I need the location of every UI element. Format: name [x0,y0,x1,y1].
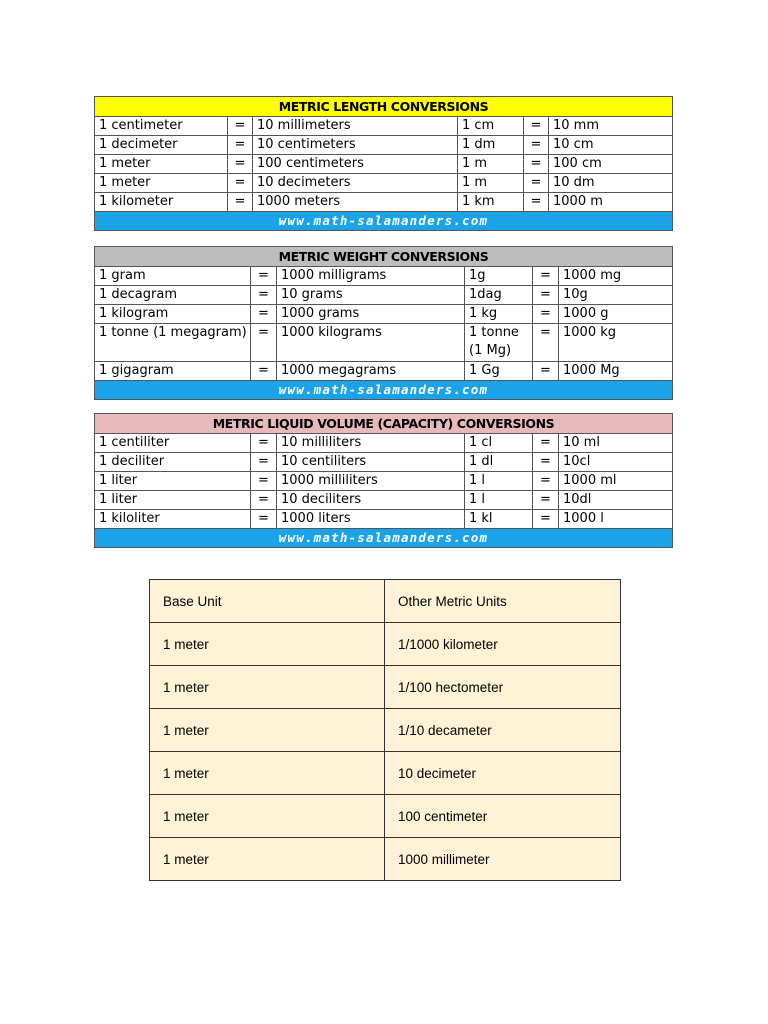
table-row [95,453,673,472]
table-row [95,324,673,362]
cell: 1 meter [150,752,385,795]
cell: 1 meter [150,623,385,666]
length-table-title: METRIC LENGTH CONVERSIONS [95,97,673,117]
table-row [95,117,673,136]
cell: 1000 grams [277,305,465,324]
cell: 1 l [465,491,533,510]
cell: 10 mm [549,117,673,136]
equals-cell: = [524,136,549,155]
equals-cell: = [228,174,253,193]
cell: 10 milliliters [277,434,465,453]
cell: 1 meter [150,709,385,752]
cell: 1/1000 kilometer [385,623,621,666]
cell: 1000 m [549,193,673,212]
cell: 1 meter [95,174,228,193]
table-row [95,434,673,453]
cell: 10 grams [277,286,465,305]
equals-cell: = [251,491,277,510]
cell: 1000 ml [559,472,673,491]
metric-liquid-volume-table [94,413,673,548]
table-row [150,795,621,838]
equals-cell: = [524,174,549,193]
table-header-row [150,580,621,623]
cell: 1 dm [458,136,524,155]
cell: 10 cm [549,136,673,155]
cell: 1000 millimeter [385,838,621,881]
cell: 1 Gg [465,362,533,381]
cell: 10 centiliters [277,453,465,472]
table-row [95,305,673,324]
cell: 1 meter [150,795,385,838]
cell: 10 deciliters [277,491,465,510]
cell: 1 meter [150,838,385,881]
cell: 100 centimeter [385,795,621,838]
cell: 1 gigagram [95,362,251,381]
cell: 1000 meters [253,193,458,212]
cell: 1 centiliter [95,434,251,453]
cell: 1 meter [150,666,385,709]
table-row [95,362,673,381]
equals-cell: = [533,324,559,362]
equals-cell: = [533,362,559,381]
column-header: Other Metric Units [385,580,621,623]
table-row [95,136,673,155]
cell: 10dl [559,491,673,510]
cell: 1 liter [95,491,251,510]
equals-cell: = [533,434,559,453]
cell: 10 ml [559,434,673,453]
cell: 10g [559,286,673,305]
cell: 1000 liters [277,510,465,529]
cell: 1000 milligrams [277,267,465,286]
equals-cell: = [251,286,277,305]
equals-cell: = [533,453,559,472]
cell: 1 meter [95,155,228,174]
equals-cell: = [524,155,549,174]
cell: 10cl [559,453,673,472]
table-row [95,174,673,193]
cell: 1dag [465,286,533,305]
cell: 1/100 hectometer [385,666,621,709]
cell: 1 tonne (1 megagram) [95,324,251,362]
equals-cell: = [524,117,549,136]
cell: 1 m [458,155,524,174]
cell: 1000 kilograms [277,324,465,362]
cell: 1000 l [559,510,673,529]
cell: 1g [465,267,533,286]
equals-cell: = [228,193,253,212]
equals-cell: = [228,136,253,155]
cell: 1000 Mg [559,362,673,381]
cell: 1 decagram [95,286,251,305]
equals-cell: = [251,472,277,491]
metric-length-table [94,96,673,231]
website-footer: www.math-salamanders.com [95,381,673,400]
cell: 1 m [458,174,524,193]
table-row [150,752,621,795]
cell: 10 decimeters [253,174,458,193]
equals-cell: = [251,324,277,362]
cell: 1/10 decameter [385,709,621,752]
cell: 1000 mg [559,267,673,286]
weight-table-title: METRIC WEIGHT CONVERSIONS [95,247,673,267]
column-header: Base Unit [150,580,385,623]
equals-cell: = [251,453,277,472]
cell: 1 cm [458,117,524,136]
table-row [95,286,673,305]
equals-cell: = [251,510,277,529]
cell: 1 cl [465,434,533,453]
table-row [150,838,621,881]
website-footer: www.math-salamanders.com [95,529,673,548]
table-row [95,510,673,529]
table-row [95,491,673,510]
liquid-table-title: METRIC LIQUID VOLUME (CAPACITY) CONVERSIONS [95,414,673,434]
cell: 1 km [458,193,524,212]
equals-cell: = [251,434,277,453]
equals-cell: = [533,305,559,324]
cell: 1 kg [465,305,533,324]
cell: 100 cm [549,155,673,174]
table-row [150,666,621,709]
cell: 100 centimeters [253,155,458,174]
cell: 1 centimeter [95,117,228,136]
equals-cell: = [251,362,277,381]
equals-cell: = [533,472,559,491]
cell: 1 dl [465,453,533,472]
table-row [95,472,673,491]
cell: 1 kiloliter [95,510,251,529]
cell: 1000 milliliters [277,472,465,491]
cell: 1000 g [559,305,673,324]
table-row [150,623,621,666]
cell: 1 l [465,472,533,491]
table-row [150,709,621,752]
cell: 1 liter [95,472,251,491]
equals-cell: = [251,267,277,286]
cell: 1 tonne (1 Mg) [465,324,533,362]
base-unit-table [149,579,621,881]
website-footer: www.math-salamanders.com [95,212,673,231]
cell: 10 dm [549,174,673,193]
cell: 1 deciliter [95,453,251,472]
equals-cell: = [533,286,559,305]
equals-cell: = [533,491,559,510]
cell: 1 kilogram [95,305,251,324]
equals-cell: = [228,155,253,174]
cell: 10 centimeters [253,136,458,155]
cell: 10 decimeter [385,752,621,795]
metric-weight-table [94,246,673,400]
equals-cell: = [524,193,549,212]
table-row [95,193,673,212]
equals-cell: = [251,305,277,324]
equals-cell: = [228,117,253,136]
cell: 1000 megagrams [277,362,465,381]
table-row [95,267,673,286]
cell: 1 decimeter [95,136,228,155]
equals-cell: = [533,510,559,529]
cell: 10 millimeters [253,117,458,136]
cell: 1000 kg [559,324,673,362]
table-row [95,155,673,174]
equals-cell: = [533,267,559,286]
cell: 1 kilometer [95,193,228,212]
cell: 1 gram [95,267,251,286]
cell: 1 kl [465,510,533,529]
